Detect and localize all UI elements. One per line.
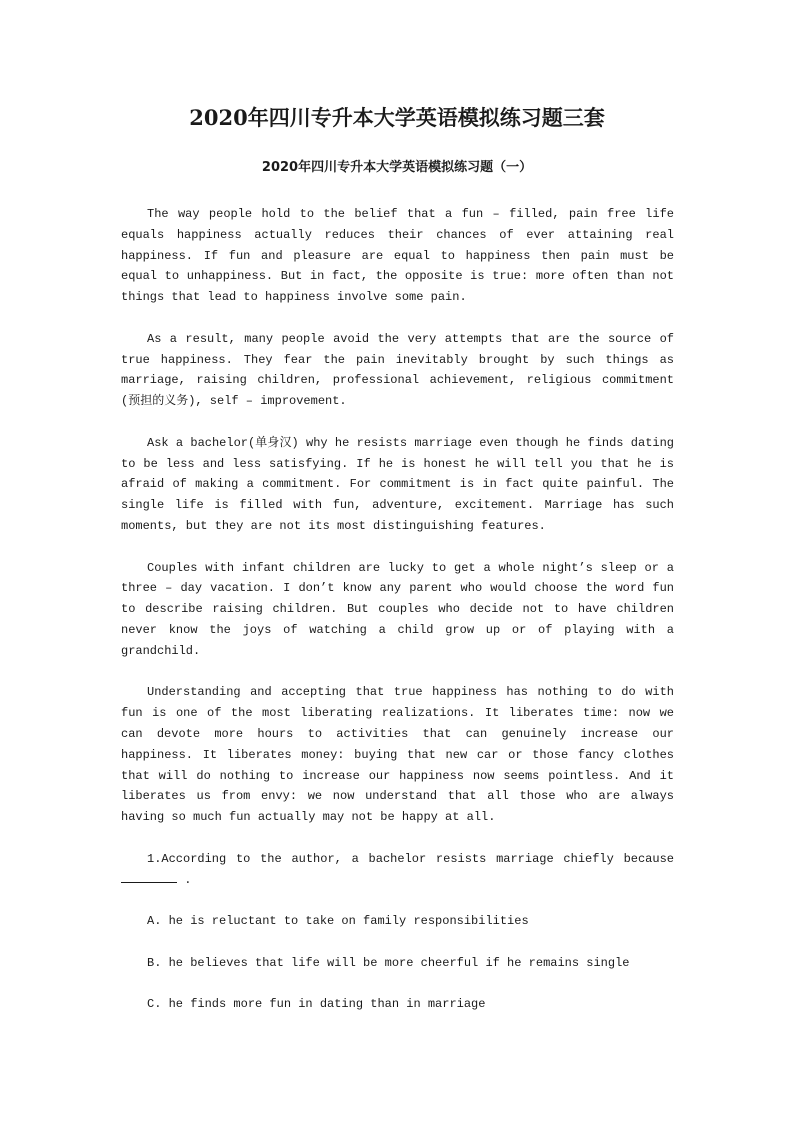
page-title: 2020年四川专升本大学英语模拟练习题三套: [189, 105, 605, 130]
section-title: 2020年四川专升本大学英语模拟练习题（一）: [261, 160, 533, 175]
answer-blank: [121, 871, 177, 883]
option-c: C. he finds more fun in dating than in marriage: [147, 997, 486, 1012]
option-b: B. he believes that life will be more cheerful if he remains single: [147, 955, 630, 970]
passage-paragraph-1: The way people hold to the belief that a fun – filled, pain free life equals happiness actually reduces their chances of ever attaining real happiness. If fun and pleasure are equal to happiness then pain must be equal to unhappiness. But in fact, the opposite is true: more often than not things that lead to happiness involve some pain.: [121, 207, 674, 305]
passage-paragraph-5: Understanding and accepting that true happiness has nothing to do with fun is one of the most liberating realizations. It liberates time: now we can devote more hours to activities that can genuinely increase our happiness. It liberates money: buying that new car or those fancy clothes that will do nothing to increase our happiness now seems pointless. And it liberates us from envy: we now understand that all those who are always having so much fun actually may not be happy at all.: [121, 685, 674, 825]
reading-passage: [121, 204, 674, 1036]
passage-paragraph-2: As a result, many people avoid the very attempts that are the source of true happiness. They fear the pain inevitably brought by such things as marriage, raising children, professional achievement, religious commitment (预担的义务), self – improvement.: [121, 331, 674, 409]
question-1: [121, 849, 674, 891]
question-stem: 1.According to the author, a bachelor resists marriage chiefly because: [147, 851, 674, 866]
question-end: .: [184, 872, 192, 887]
passage-paragraph-3: Ask a bachelor(单身汉) why he resists marriage even though he finds dating to be less and less satisfying. If he is honest he will tell you that he is afraid of making a commitment. For commitment is in fact quite painful. The single life is filled with fun, adventure, excitement. Marriage has such moments, but they are not its most distinguishing features.: [121, 435, 674, 533]
option-a: A. he is reluctant to take on family responsibilities: [147, 914, 529, 929]
passage-paragraph-4: Couples with infant children are lucky to get a whole night’s sleep or a three – day vacation. I don’t know any parent who would choose the word fun to describe raising children. But couples who decide not to have children never know the joys of watching a child grow up or of playing with a grandchild.: [121, 560, 674, 658]
